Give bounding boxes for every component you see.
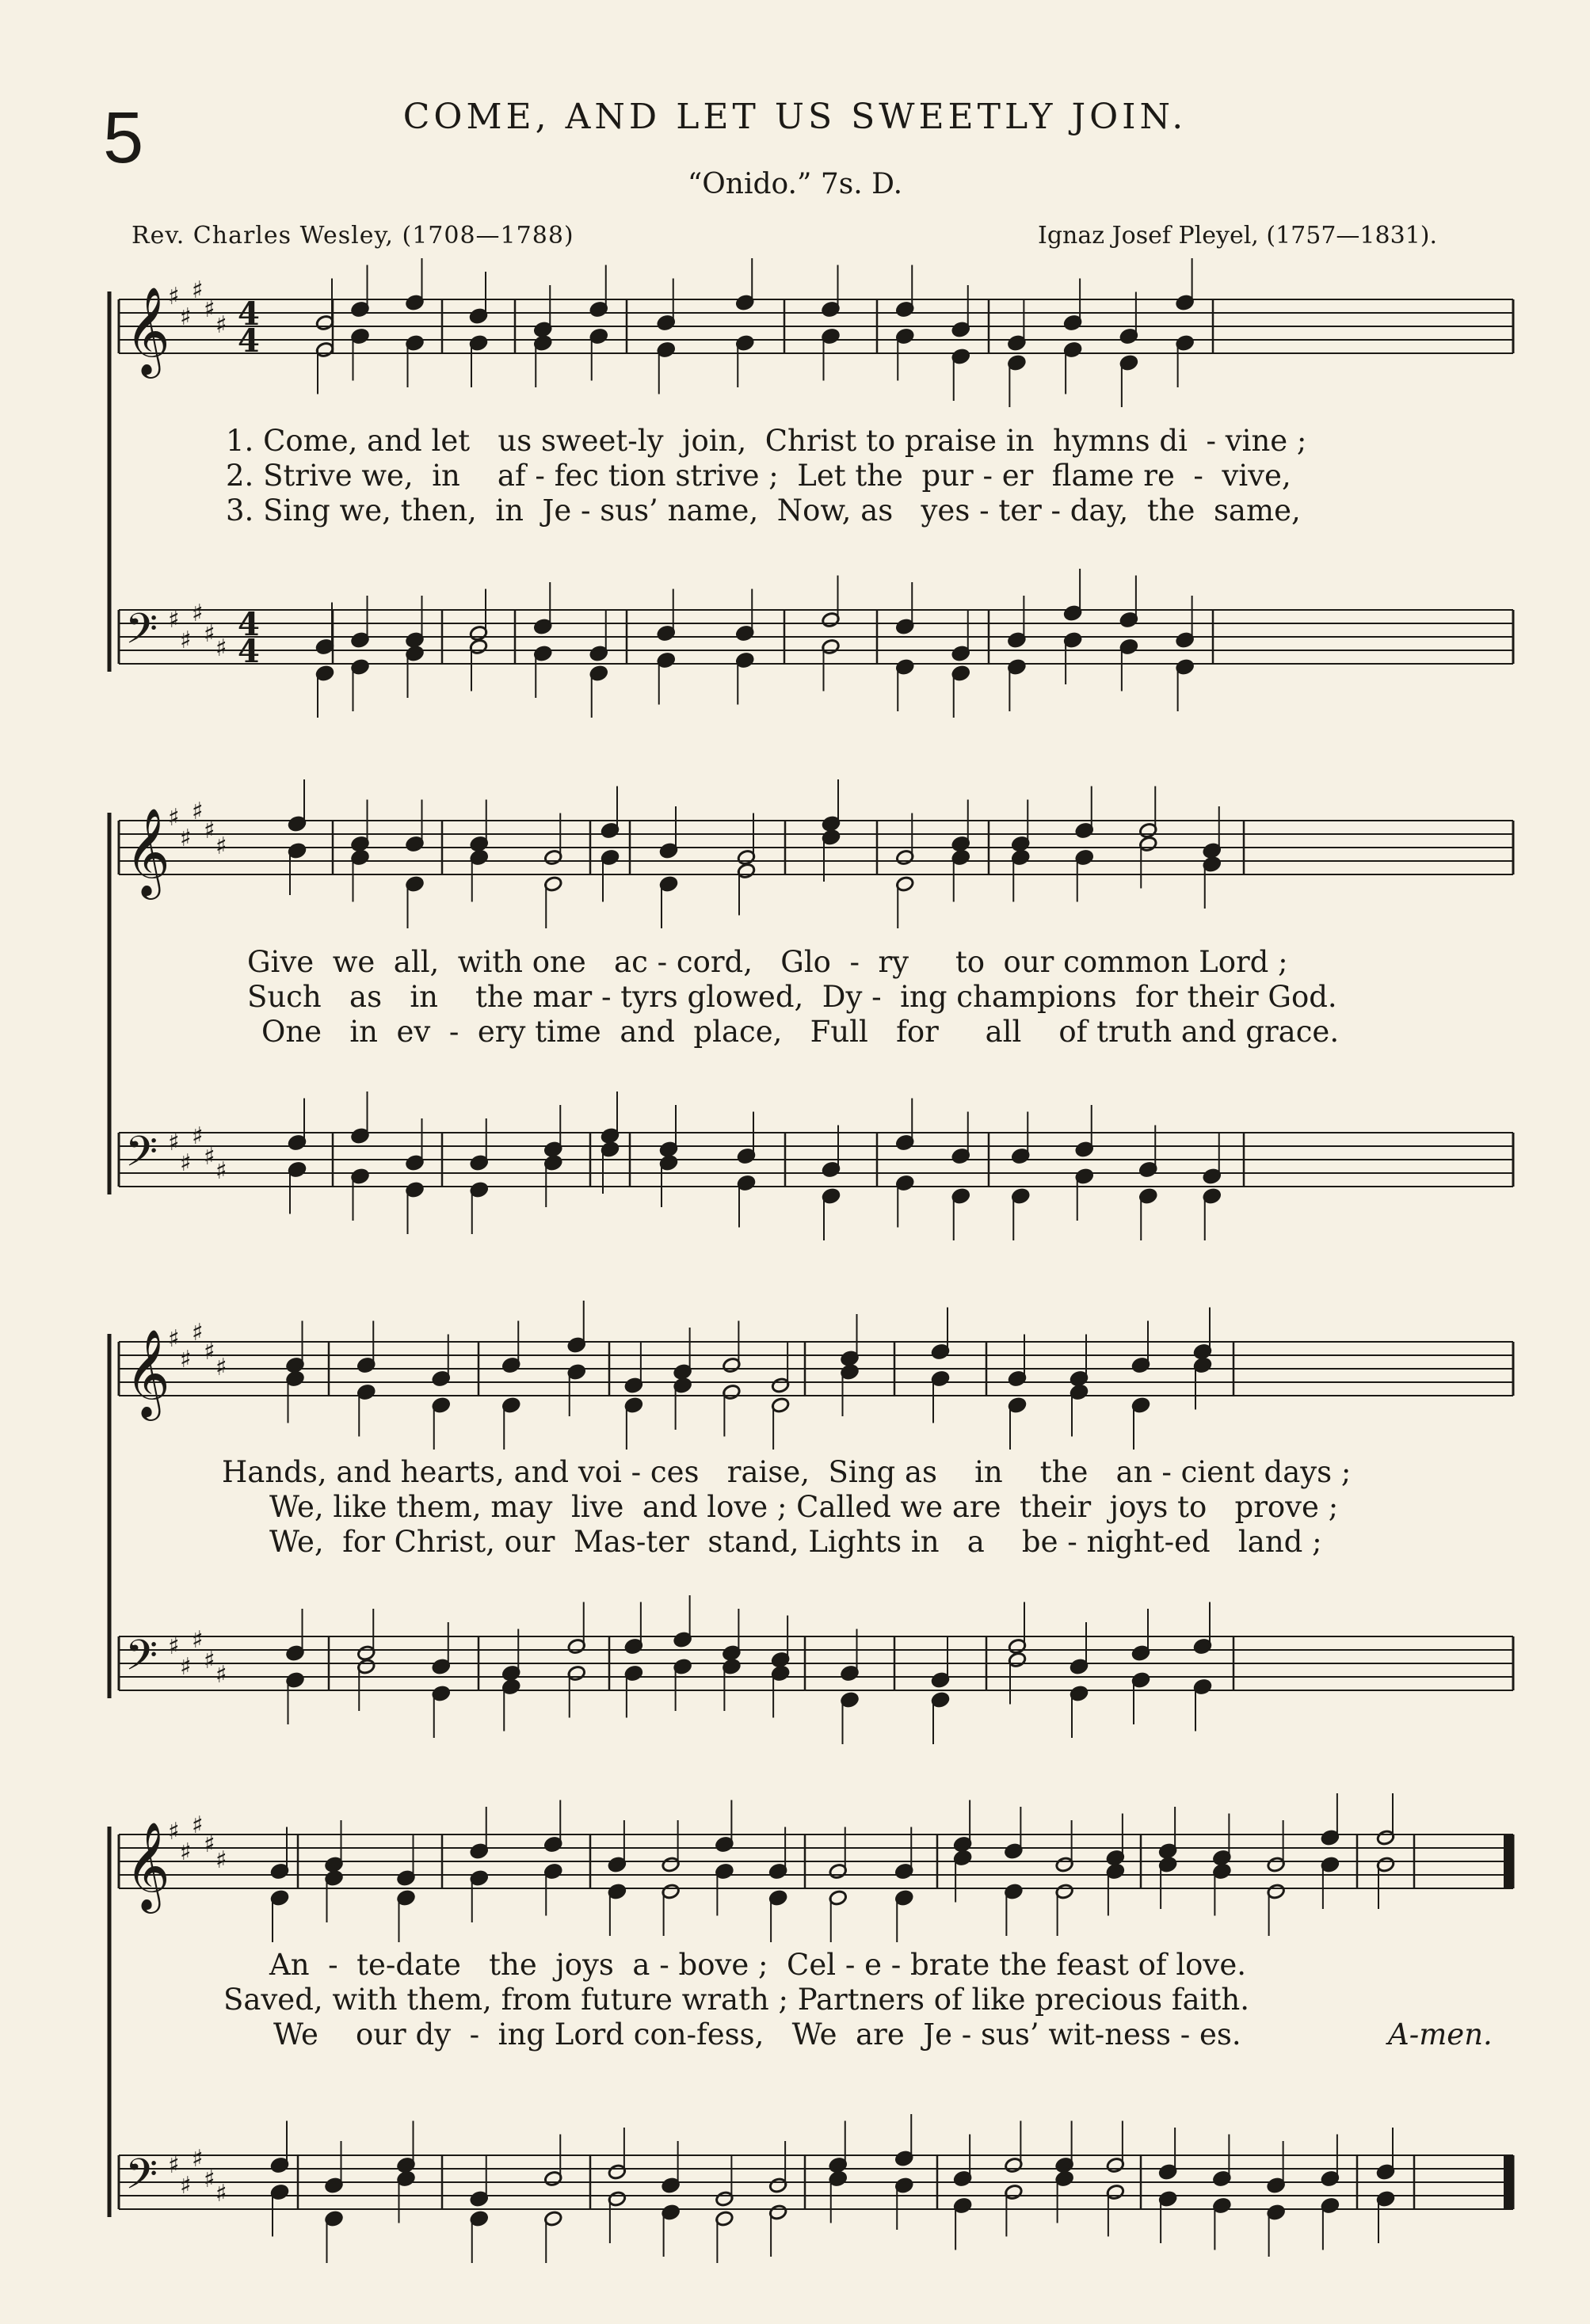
sharp-sign: ♯	[168, 1129, 180, 1156]
hymn-title: COME, AND LET US SWEETLY JOIN.	[402, 97, 1188, 137]
sharp-sign: ♯	[204, 1831, 215, 1858]
bass-clef: 𝄢	[125, 1632, 158, 1690]
sharp-sign: ♯	[192, 276, 204, 304]
lyric-line-1-2: 2. Strive we, in af - fec tion strive ; Let the pur - er flame re - vive,	[226, 459, 1291, 493]
sharp-sign: ♯	[168, 2151, 180, 2179]
lyric-line-2-2: Such as in the mar - tyrs glowed, Dy - ing champions for their God.	[247, 980, 1337, 1014]
sharp-sign: ♯	[192, 1122, 204, 1150]
sharp-sign: ♯	[215, 2180, 227, 2208]
lyric-line-1-1: 1. Come, and let us sweet-ly join, Christ to praise in hymns di - vine ;	[226, 424, 1307, 458]
sharp-sign: ♯	[180, 1346, 192, 1373]
time-signature: 4	[238, 295, 260, 333]
sharp-sign: ♯	[192, 1812, 204, 1839]
lyric-line-4-3: We our dy - ing Lord con-fess, We are Je - sus’ wit-ness - es.	[273, 2017, 1241, 2052]
sharp-sign: ♯	[215, 1354, 227, 1381]
sharp-sign: ♯	[215, 832, 227, 860]
sharp-sign: ♯	[204, 620, 215, 648]
sharp-sign: ♯	[192, 1319, 204, 1347]
treble-clef: 𝄞	[125, 1328, 170, 1417]
lyric-line-3-3: We, for Christ, our Mas-ter stand, Lights in a be - night-ed land ;	[269, 1525, 1322, 1559]
sharp-sign: ♯	[204, 2166, 215, 2193]
sharp-sign: ♯	[192, 600, 204, 627]
sharp-sign: ♯	[180, 2172, 192, 2200]
bass-clef: 𝄢	[125, 1128, 158, 1187]
sharp-sign: ♯	[180, 627, 192, 654]
sharp-sign: ♯	[204, 1143, 215, 1171]
bass-clef: 𝄢	[125, 2151, 158, 2209]
sharp-sign: ♯	[204, 817, 215, 844]
treble-clef: 𝄞	[125, 1821, 170, 1910]
treble-clef: 𝄞	[125, 286, 170, 375]
sharp-sign: ♯	[215, 634, 227, 662]
sharp-sign: ♯	[180, 303, 192, 331]
sharp-sign: ♯	[168, 804, 180, 832]
sharp-sign: ♯	[180, 1149, 192, 1177]
sharp-sign: ♯	[192, 798, 204, 825]
amen-text: A-men.	[1388, 2017, 1493, 2052]
sharp-sign: ♯	[168, 606, 180, 634]
treble-clef: 𝄞	[125, 807, 170, 896]
hymn-number: 5	[103, 97, 144, 178]
time-signature: 4	[238, 633, 260, 670]
sharp-sign: ♯	[168, 283, 180, 311]
final-barline	[1504, 2155, 1513, 2209]
sharp-sign: ♯	[192, 1626, 204, 1654]
lyric-line-4-2: Saved, with them, from future wrath ; Partners of like precious faith.	[223, 1983, 1249, 2017]
composer-credit: Ignaz Josef Pleyel, (1757—1831).	[1038, 222, 1438, 250]
sharp-sign: ♯	[204, 1338, 215, 1366]
sharp-sign: ♯	[180, 825, 192, 852]
sharp-sign: ♯	[168, 1325, 180, 1353]
bass-clef: 𝄢	[125, 605, 158, 664]
sharp-sign: ♯	[215, 1157, 227, 1185]
sharp-sign: ♯	[168, 1818, 180, 1846]
sharp-sign: ♯	[204, 295, 215, 323]
lyric-line-2-1: Give we all, with one ac - cord, Glo - ry to our common Lord ;	[247, 945, 1288, 979]
sharp-sign: ♯	[192, 2145, 204, 2173]
sharp-sign: ♯	[215, 311, 227, 339]
time-signature: 4	[238, 322, 260, 360]
sharp-sign: ♯	[180, 1838, 192, 1866]
sharp-sign: ♯	[204, 1647, 215, 1674]
author-credit: Rev. Charles Wesley, (1708—1788)	[132, 222, 574, 250]
sharp-sign: ♯	[180, 1653, 192, 1681]
lyric-line-3-1: Hands, and hearts, and voi - ces raise, Sing as in the an - cient days ;	[222, 1455, 1352, 1489]
lyric-line-3-2: We, like them, may live and love ; Called we are their joys to prove ;	[269, 1490, 1339, 1524]
sharp-sign: ♯	[168, 1633, 180, 1660]
final-barline	[1504, 1834, 1513, 1888]
tune-meter: “Onido.” 7s. D.	[687, 168, 903, 200]
sharp-sign: ♯	[215, 1846, 227, 1874]
lyric-line-2-3: One in ev - ery time and place, Full for all of truth and grace.	[261, 1015, 1340, 1049]
lyric-line-4-1: An - te-date the joys a - bove ; Cel - e - brate the feast of love.	[269, 1948, 1246, 1982]
lyric-line-1-3: 3. Sing we, then, in Je - sus’ name, Now, as yes - ter - day, the same,	[226, 493, 1301, 528]
time-signature: 4	[238, 606, 260, 643]
sharp-sign: ♯	[215, 1661, 227, 1689]
